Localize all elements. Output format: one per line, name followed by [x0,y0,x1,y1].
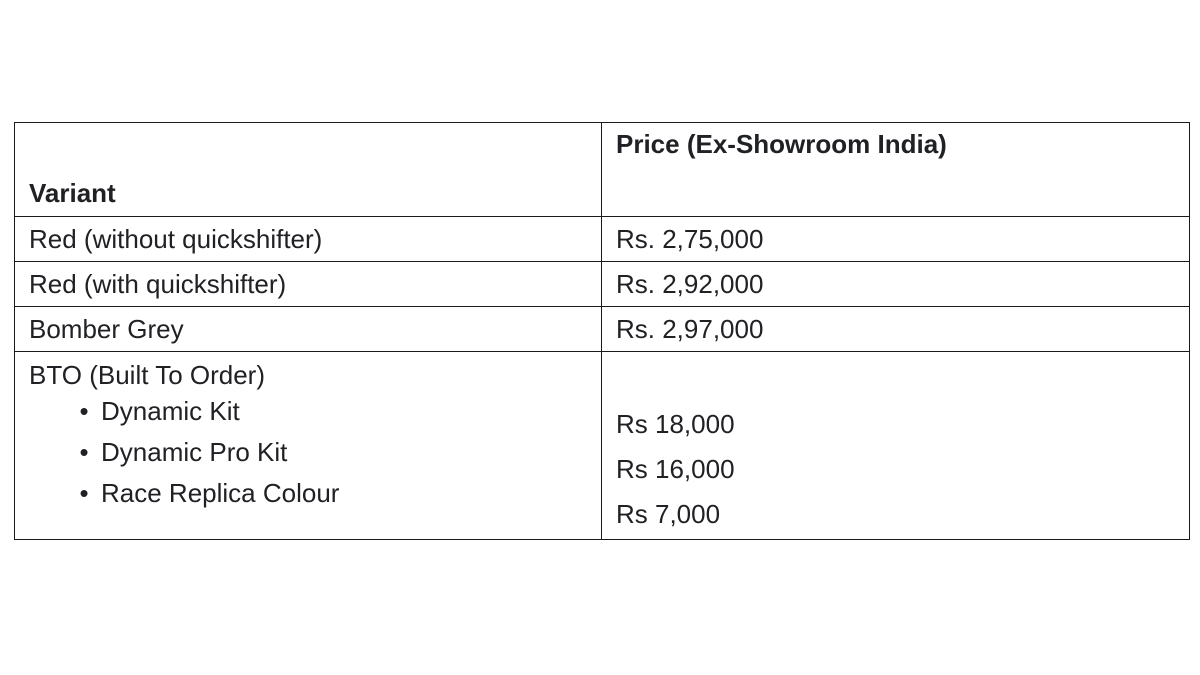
variant-cell: Red (with quickshifter) [15,262,602,307]
bto-option-price: Rs 18,000 [616,409,735,439]
table-header-row [15,123,1190,217]
price-cell: Rs. 2,92,000 [602,262,1190,307]
table-row [15,262,1190,307]
list-item [79,476,587,517]
bullet-icon: • [79,437,89,467]
price-table [14,122,1190,540]
list-item [79,435,587,476]
header-price: Price (Ex-Showroom India) [602,123,1190,217]
bto-price-cell [602,352,1190,540]
price-cell: Rs. 2,97,000 [602,307,1190,352]
bto-options-list [29,394,587,517]
bto-title: BTO (Built To Order) [29,360,265,390]
table-row [15,217,1190,262]
bto-option-name: Dynamic Kit [101,396,240,426]
bullet-icon: • [79,478,89,508]
bto-prices-list [616,358,1175,539]
bullet-icon: • [79,396,89,426]
list-item [79,394,587,435]
bto-option-name: Race Replica Colour [101,478,340,508]
variant-cell: Red (without quickshifter) [15,217,602,262]
price-cell: Rs. 2,75,000 [602,217,1190,262]
bto-option-price: Rs 7,000 [616,499,721,529]
bto-option-price: Rs 16,000 [616,454,735,484]
table-row [15,307,1190,352]
bto-option-name: Dynamic Pro Kit [101,437,288,467]
bto-row [15,352,1190,540]
header-variant: Variant [15,123,602,217]
variant-cell: Bomber Grey [15,307,602,352]
bto-variant-cell [15,352,602,540]
